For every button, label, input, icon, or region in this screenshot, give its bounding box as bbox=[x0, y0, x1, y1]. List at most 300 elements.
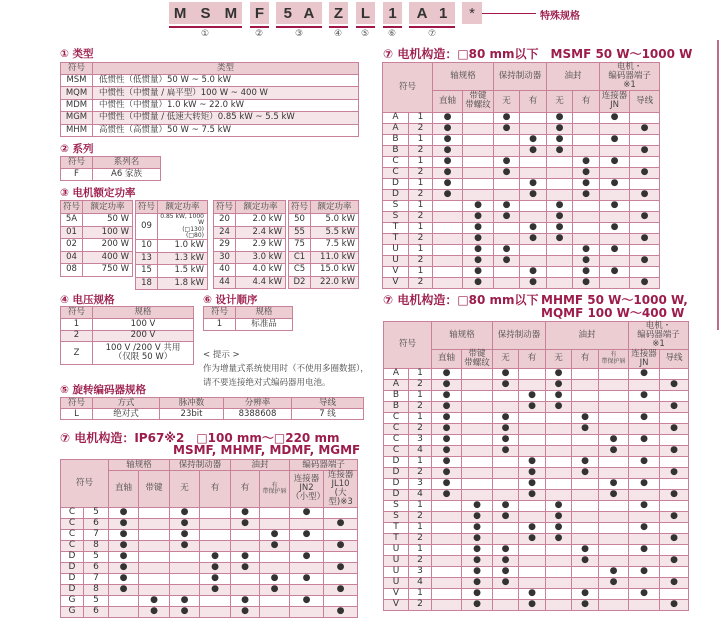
table-row bbox=[289, 226, 359, 239]
table-cell: 2.0 kW bbox=[236, 214, 286, 227]
table-cell: 2 bbox=[409, 167, 433, 178]
table-cell bbox=[572, 379, 599, 390]
table-cell bbox=[463, 123, 494, 134]
table-row bbox=[61, 584, 358, 595]
table-cell bbox=[660, 412, 689, 423]
dot-mark: ● bbox=[519, 401, 546, 412]
dot-mark: ● bbox=[660, 445, 689, 456]
dot-mark: ● bbox=[463, 233, 494, 244]
table-cell: 7 bbox=[84, 529, 109, 540]
dot-mark: ● bbox=[599, 478, 629, 489]
table-cell bbox=[433, 200, 463, 211]
dot-mark: ● bbox=[260, 584, 290, 595]
dot-mark: ● bbox=[600, 222, 630, 233]
dot-mark: ● bbox=[432, 489, 462, 500]
table-cell bbox=[462, 412, 493, 423]
table-cell bbox=[520, 156, 547, 167]
underline bbox=[276, 26, 322, 28]
table-cell: 1.8 kW bbox=[158, 277, 208, 290]
table-cell bbox=[573, 222, 600, 233]
table-cell: 3 bbox=[409, 566, 432, 577]
column-header: 连接器 JL10 (大型)※3 bbox=[324, 471, 358, 508]
table-cell bbox=[231, 540, 260, 551]
table-cell: 22.0 kW bbox=[311, 276, 359, 289]
dot-mark: ● bbox=[572, 588, 599, 599]
table-cell: 2 bbox=[409, 211, 433, 222]
table-cell bbox=[462, 390, 493, 401]
dot-mark: ● bbox=[324, 606, 358, 617]
table-cell: C5 bbox=[289, 264, 311, 277]
column-header: 无 bbox=[493, 349, 519, 368]
table-cell bbox=[260, 595, 290, 606]
dot-mark: ● bbox=[433, 156, 463, 167]
column-header: 符号 bbox=[383, 63, 433, 113]
table-row bbox=[61, 112, 359, 124]
table-cell: 55 bbox=[289, 226, 311, 239]
column-header: 有 bbox=[572, 349, 599, 368]
table-cell: 3 bbox=[409, 434, 432, 445]
dot-mark: ● bbox=[546, 379, 572, 390]
table-cell bbox=[572, 566, 599, 577]
table-cell bbox=[493, 456, 519, 467]
dot-mark: ● bbox=[660, 401, 689, 412]
circled-number: ③ bbox=[294, 29, 304, 39]
table-cell bbox=[324, 529, 358, 540]
table-cell bbox=[463, 145, 494, 156]
table-cell bbox=[629, 445, 660, 456]
dot-mark: ● bbox=[660, 489, 689, 500]
dot-mark: ● bbox=[463, 244, 494, 255]
p1-table bbox=[60, 200, 133, 277]
table-cell bbox=[547, 277, 573, 288]
table-row bbox=[61, 251, 133, 264]
column-header: 连接器 JN2 （小型） bbox=[290, 471, 324, 508]
dot-mark: ● bbox=[109, 573, 139, 584]
circled-number: ① bbox=[200, 29, 210, 39]
table-cell: B bbox=[384, 390, 409, 401]
table-cell: 6 bbox=[84, 562, 109, 573]
dot-mark: ● bbox=[630, 189, 660, 200]
table-cell: 高惯性（高惯量）50 W ~ 7.5 kW bbox=[93, 124, 359, 136]
table-cell: 18 bbox=[136, 277, 158, 290]
table-row bbox=[383, 222, 660, 233]
column-header: 保持制动器 bbox=[494, 63, 547, 91]
table-row bbox=[384, 599, 689, 610]
table-cell bbox=[546, 445, 572, 456]
code-special bbox=[462, 2, 482, 24]
table-row bbox=[383, 123, 660, 134]
heading-design: ⑥ 设计顺序 bbox=[203, 294, 258, 306]
table-cell bbox=[629, 511, 660, 522]
column-header: 脉冲数 bbox=[160, 398, 224, 409]
table-cell: 5.0 kW bbox=[311, 214, 359, 227]
code-structure-text: A 1 bbox=[416, 4, 448, 22]
table-cell bbox=[494, 134, 520, 145]
table-cell bbox=[493, 533, 519, 544]
table-cell bbox=[546, 456, 572, 467]
table-cell bbox=[463, 178, 494, 189]
dot-mark: ● bbox=[200, 573, 231, 584]
table-cell bbox=[573, 233, 600, 244]
table-cell bbox=[660, 522, 689, 533]
dot-mark: ● bbox=[520, 222, 547, 233]
dot-mark: ● bbox=[519, 533, 546, 544]
dot-mark: ● bbox=[260, 573, 290, 584]
column-header: 油封 bbox=[547, 63, 600, 91]
table-cell bbox=[432, 533, 462, 544]
column-header: 符号 bbox=[61, 398, 93, 409]
table-row bbox=[384, 588, 689, 599]
table-cell: 2 bbox=[409, 277, 433, 288]
table-cell bbox=[432, 599, 462, 610]
table-cell bbox=[546, 467, 572, 478]
table-cell: 3.0 kW bbox=[236, 251, 286, 264]
table-cell: Z bbox=[61, 342, 93, 365]
table-cell: L bbox=[61, 409, 93, 420]
dot-mark: ● bbox=[629, 544, 660, 555]
table-cell: 29 bbox=[214, 239, 236, 252]
dot-mark: ● bbox=[493, 379, 519, 390]
code-power-text: 5 A bbox=[283, 4, 315, 22]
heading-structure-mqmf-models: MQMF 100 W～400 W bbox=[541, 306, 685, 320]
dot-mark: ● bbox=[572, 412, 599, 423]
code-type bbox=[169, 2, 242, 24]
heading-structure-mhmf-models: MHMF 50 W～1000 W, bbox=[541, 293, 688, 307]
table-cell bbox=[630, 244, 660, 255]
table-cell: A bbox=[383, 112, 409, 123]
table-row bbox=[61, 529, 358, 540]
dot-mark: ● bbox=[433, 112, 463, 123]
table-cell bbox=[599, 588, 629, 599]
table-cell: 01 bbox=[61, 226, 83, 239]
table-cell bbox=[139, 584, 170, 595]
table-cell: 2 bbox=[409, 533, 432, 544]
table-cell: U bbox=[384, 577, 409, 588]
table-cell: 2 bbox=[409, 555, 432, 566]
table-cell bbox=[139, 551, 170, 562]
table-cell: 400 W bbox=[83, 251, 133, 264]
table-cell: C1 bbox=[289, 251, 311, 264]
table-row bbox=[384, 511, 689, 522]
table-cell: 1 bbox=[409, 178, 433, 189]
dot-mark: ● bbox=[573, 167, 600, 178]
table-cell bbox=[547, 156, 573, 167]
table-cell bbox=[546, 434, 572, 445]
table-cell: B bbox=[383, 145, 409, 156]
table-cell: 2 bbox=[409, 123, 433, 134]
table-row bbox=[61, 239, 133, 252]
table-row bbox=[61, 551, 358, 562]
table-cell bbox=[200, 595, 231, 606]
type-table bbox=[60, 62, 359, 137]
table-cell: 5 bbox=[84, 551, 109, 562]
column-header: 额定功率 bbox=[83, 201, 133, 214]
table-cell: V bbox=[384, 599, 409, 610]
dot-mark: ● bbox=[629, 390, 660, 401]
table-cell bbox=[546, 577, 572, 588]
table-cell: C bbox=[61, 507, 84, 518]
column-header: 符号 bbox=[61, 307, 93, 319]
table-cell bbox=[573, 145, 600, 156]
table-cell bbox=[139, 507, 170, 518]
table-cell bbox=[599, 555, 629, 566]
dot-mark: ● bbox=[170, 540, 200, 551]
table-cell: D bbox=[383, 178, 409, 189]
dot-mark: ● bbox=[546, 401, 572, 412]
dot-mark: ● bbox=[231, 595, 260, 606]
header-row bbox=[383, 63, 660, 91]
table-cell bbox=[463, 156, 494, 167]
dot-mark: ● bbox=[463, 255, 494, 266]
table-cell bbox=[630, 156, 660, 167]
table-row bbox=[136, 240, 208, 253]
table-cell: 20 bbox=[214, 214, 236, 227]
dot-mark: ● bbox=[463, 222, 494, 233]
table-cell: T bbox=[383, 222, 409, 233]
table-cell bbox=[519, 555, 546, 566]
table-cell: 2 bbox=[409, 511, 432, 522]
dot-mark: ● bbox=[494, 156, 520, 167]
table-cell bbox=[520, 200, 547, 211]
table-cell bbox=[629, 533, 660, 544]
table-cell bbox=[463, 167, 494, 178]
column-header: 有 带保护唇 bbox=[260, 471, 290, 508]
dot-mark: ● bbox=[231, 562, 260, 573]
column-header: 连接器 JN bbox=[629, 349, 660, 368]
table-cell: 2 bbox=[409, 233, 433, 244]
table-cell: 标准品 bbox=[236, 319, 293, 331]
table-cell bbox=[260, 507, 290, 518]
table-cell: 15 bbox=[136, 265, 158, 278]
dot-mark: ● bbox=[109, 562, 139, 573]
dot-mark: ● bbox=[520, 266, 547, 277]
dot-mark: ● bbox=[200, 584, 231, 595]
voltage-table bbox=[60, 306, 194, 365]
table-row bbox=[383, 167, 660, 178]
table-row bbox=[136, 214, 208, 227]
dot-mark: ● bbox=[433, 167, 463, 178]
dot-mark: ● bbox=[629, 478, 660, 489]
table-cell: 6 bbox=[84, 606, 109, 617]
dot-mark: ● bbox=[433, 134, 463, 145]
code-design-text: 1 bbox=[388, 4, 397, 22]
table-cell: 1 bbox=[409, 412, 432, 423]
dot-mark: ● bbox=[629, 522, 660, 533]
dot-mark: ● bbox=[547, 112, 573, 123]
table-cell bbox=[600, 233, 630, 244]
table-cell bbox=[290, 562, 324, 573]
dot-mark: ● bbox=[494, 167, 520, 178]
table-cell bbox=[519, 577, 546, 588]
table-cell: C bbox=[384, 412, 409, 423]
column-header: 无 bbox=[494, 90, 520, 112]
table-cell bbox=[493, 522, 519, 533]
dot-mark: ● bbox=[573, 255, 600, 266]
table-cell bbox=[546, 478, 572, 489]
dot-mark: ● bbox=[572, 555, 599, 566]
table-cell: 2 bbox=[409, 467, 432, 478]
table-cell bbox=[629, 401, 660, 412]
table-cell: 7 bbox=[84, 573, 109, 584]
table-row bbox=[383, 211, 660, 222]
table-cell: MSM bbox=[61, 75, 93, 87]
dot-mark: ● bbox=[432, 423, 462, 434]
table-row bbox=[214, 251, 286, 264]
dot-mark: ● bbox=[572, 599, 599, 610]
dot-mark: ● bbox=[600, 178, 630, 189]
dot-mark: ● bbox=[462, 544, 493, 555]
dot-mark: ● bbox=[600, 134, 630, 145]
dot-mark: ● bbox=[519, 489, 546, 500]
dot-mark: ● bbox=[630, 145, 660, 156]
table-row bbox=[383, 244, 660, 255]
table-cell bbox=[139, 562, 170, 573]
table-cell: MQM bbox=[61, 87, 93, 99]
dot-mark: ● bbox=[629, 566, 660, 577]
dot-mark: ● bbox=[519, 456, 546, 467]
table-cell: D bbox=[61, 573, 84, 584]
dot-mark: ● bbox=[494, 211, 520, 222]
table-cell: 1 bbox=[409, 112, 433, 123]
table-cell bbox=[493, 489, 519, 500]
table-cell bbox=[493, 390, 519, 401]
dot-mark: ● bbox=[629, 588, 660, 599]
column-header: 油封 bbox=[231, 460, 290, 471]
table-row bbox=[384, 555, 689, 566]
table-cell bbox=[573, 200, 600, 211]
table-row bbox=[289, 264, 359, 277]
table-cell: A bbox=[383, 123, 409, 134]
table-cell: C bbox=[383, 167, 409, 178]
column-header: 保持制动器 bbox=[493, 322, 546, 350]
table-cell bbox=[629, 555, 660, 566]
table-cell bbox=[572, 478, 599, 489]
dot-mark: ● bbox=[170, 507, 200, 518]
table-cell: D bbox=[383, 189, 409, 200]
table-cell bbox=[599, 599, 629, 610]
table-cell bbox=[170, 551, 200, 562]
dot-mark: ● bbox=[493, 423, 519, 434]
dot-mark: ● bbox=[520, 277, 547, 288]
column-header: 直轴 bbox=[433, 90, 463, 112]
dot-mark: ● bbox=[494, 255, 520, 266]
dot-mark: ● bbox=[573, 277, 600, 288]
column-header: 符号 bbox=[204, 307, 236, 319]
column-header: 有 bbox=[520, 90, 547, 112]
table-cell bbox=[433, 266, 463, 277]
underline bbox=[409, 26, 455, 28]
column-header: 符号 bbox=[61, 157, 93, 169]
table-cell: 750 W bbox=[83, 264, 133, 277]
header-row bbox=[214, 201, 286, 214]
table-cell: MDM bbox=[61, 99, 93, 111]
heading-ip67: ⑦ 电机构造：IP67※2 □100 mm～□220 mm bbox=[60, 431, 340, 445]
table-cell bbox=[260, 562, 290, 573]
table-cell bbox=[629, 599, 660, 610]
code-series bbox=[250, 2, 269, 24]
table-row bbox=[383, 178, 660, 189]
table-cell bbox=[600, 167, 630, 178]
table-cell: C bbox=[61, 529, 84, 540]
column-header: 带键 bbox=[139, 471, 170, 508]
table-cell bbox=[432, 566, 462, 577]
table-cell: 200 W bbox=[83, 239, 133, 252]
table-cell: 1.5 kW bbox=[158, 265, 208, 278]
table-row bbox=[384, 390, 689, 401]
special-spec-label: 特殊规格 bbox=[540, 11, 580, 22]
hint-note: < 提示 > 作为增量式系统使用时（不使用多圈数据）， 请不要连接绝对式编码器用电池。 bbox=[203, 350, 369, 388]
table-cell: B bbox=[383, 134, 409, 145]
table-cell: C bbox=[384, 445, 409, 456]
table-row bbox=[384, 533, 689, 544]
table-cell: 2.4 kW bbox=[236, 226, 286, 239]
table-cell bbox=[170, 562, 200, 573]
column-header: 符号 bbox=[136, 201, 158, 214]
dot-mark: ● bbox=[520, 134, 547, 145]
table-row bbox=[384, 566, 689, 577]
table-cell bbox=[462, 368, 493, 379]
column-header: 无 bbox=[546, 349, 572, 368]
table-cell: 1 bbox=[61, 319, 93, 331]
dot-mark: ● bbox=[493, 368, 519, 379]
table-cell: T bbox=[383, 233, 409, 244]
table-cell: C bbox=[61, 518, 84, 529]
table-cell bbox=[109, 595, 139, 606]
dot-mark: ● bbox=[546, 522, 572, 533]
table-cell: 5.5 kW bbox=[311, 226, 359, 239]
table-cell bbox=[324, 507, 358, 518]
table-cell: T bbox=[384, 533, 409, 544]
table-row bbox=[383, 112, 660, 123]
dot-mark: ● bbox=[170, 518, 200, 529]
table-cell bbox=[324, 595, 358, 606]
code-voltage bbox=[329, 2, 348, 24]
table-cell: 2 bbox=[409, 379, 432, 390]
table-row bbox=[136, 265, 208, 278]
table-cell: 0.85 kW, 1000 W (□130) (□80) bbox=[158, 214, 208, 240]
table-cell bbox=[599, 500, 629, 511]
table-cell: 1 bbox=[409, 390, 432, 401]
table-cell bbox=[462, 489, 493, 500]
table-cell bbox=[546, 555, 572, 566]
dot-mark: ● bbox=[324, 540, 358, 551]
table-cell bbox=[139, 518, 170, 529]
table-row bbox=[61, 595, 358, 606]
dot-mark: ● bbox=[660, 577, 689, 588]
table-cell: 100 W bbox=[83, 226, 133, 239]
table-cell bbox=[432, 522, 462, 533]
dot-mark: ● bbox=[600, 156, 630, 167]
circled-number: ⑤ bbox=[360, 29, 370, 39]
table-cell bbox=[432, 555, 462, 566]
heading-power: ③ 电机额定功率 bbox=[60, 187, 136, 199]
column-header: 方式 bbox=[93, 398, 160, 409]
table-cell: A6 家族 bbox=[93, 169, 161, 181]
column-header: 编码器端子 bbox=[290, 460, 358, 471]
table-row bbox=[383, 200, 660, 211]
table-cell: 75 bbox=[289, 239, 311, 252]
dot-mark: ● bbox=[630, 277, 660, 288]
table-cell bbox=[260, 518, 290, 529]
table-row bbox=[61, 75, 359, 87]
dot-mark: ● bbox=[139, 606, 170, 617]
dot-mark: ● bbox=[463, 266, 494, 277]
table-cell: U bbox=[383, 255, 409, 266]
dot-mark: ● bbox=[547, 233, 573, 244]
dot-mark: ● bbox=[519, 522, 546, 533]
table-row bbox=[384, 379, 689, 390]
table-cell bbox=[231, 529, 260, 540]
